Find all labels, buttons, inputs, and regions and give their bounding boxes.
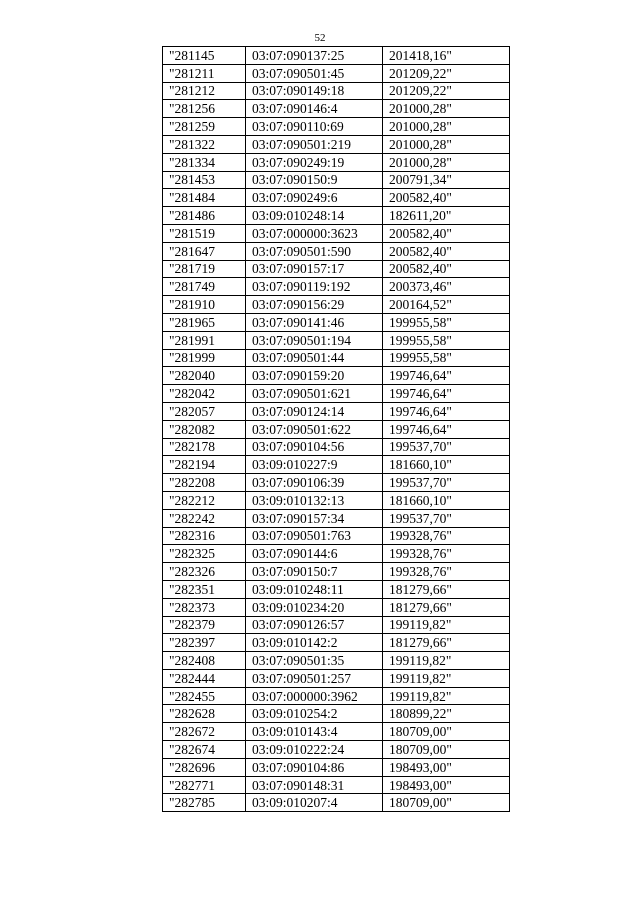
record-id-cell: "282325 bbox=[163, 545, 246, 563]
table-row bbox=[163, 313, 510, 331]
table-row bbox=[163, 580, 510, 598]
cadastral-number-cell: 03:07:090137:25 bbox=[246, 47, 383, 65]
amount-cell: 199119,82" bbox=[383, 669, 510, 687]
record-id-cell: "281145 bbox=[163, 47, 246, 65]
cadastral-number-cell: 03:07:090157:17 bbox=[246, 260, 383, 278]
record-id-cell: "282042 bbox=[163, 385, 246, 403]
cadastral-number-cell: 03:07:090150:9 bbox=[246, 171, 383, 189]
cadastral-number-cell: 03:07:090501:44 bbox=[246, 349, 383, 367]
record-id-cell: "282771 bbox=[163, 776, 246, 794]
table-row bbox=[163, 189, 510, 207]
table-row bbox=[163, 545, 510, 563]
record-id-cell: "282397 bbox=[163, 634, 246, 652]
record-id-cell: "281212 bbox=[163, 82, 246, 100]
cadastral-number-cell: 03:07:090501:194 bbox=[246, 331, 383, 349]
table-row bbox=[163, 474, 510, 492]
record-id-cell: "282628 bbox=[163, 705, 246, 723]
table-row bbox=[163, 634, 510, 652]
cadastral-number-cell: 03:09:010222:24 bbox=[246, 741, 383, 759]
data-table bbox=[162, 46, 510, 812]
record-id-cell: "281334 bbox=[163, 153, 246, 171]
amount-cell: 201209,22" bbox=[383, 64, 510, 82]
cadastral-number-cell: 03:07:090110:69 bbox=[246, 118, 383, 136]
table-row bbox=[163, 420, 510, 438]
table-row bbox=[163, 118, 510, 136]
record-id-cell: "281484 bbox=[163, 189, 246, 207]
amount-cell: 200582,40" bbox=[383, 189, 510, 207]
record-id-cell: "281322 bbox=[163, 135, 246, 153]
table-row bbox=[163, 652, 510, 670]
table-row bbox=[163, 563, 510, 581]
cadastral-number-cell: 03:07:090501:35 bbox=[246, 652, 383, 670]
record-id-cell: "281519 bbox=[163, 224, 246, 242]
record-id-cell: "282194 bbox=[163, 456, 246, 474]
cadastral-number-cell: 03:07:090159:20 bbox=[246, 367, 383, 385]
record-id-cell: "282208 bbox=[163, 474, 246, 492]
amount-cell: 201000,28" bbox=[383, 118, 510, 136]
cadastral-number-cell: 03:07:090126:57 bbox=[246, 616, 383, 634]
table-row bbox=[163, 207, 510, 225]
cadastral-number-cell: 03:07:090146:4 bbox=[246, 100, 383, 118]
amount-cell: 199119,82" bbox=[383, 652, 510, 670]
table-row bbox=[163, 616, 510, 634]
table-row bbox=[163, 669, 510, 687]
amount-cell: 182611,20" bbox=[383, 207, 510, 225]
amount-cell: 199119,82" bbox=[383, 687, 510, 705]
table-row bbox=[163, 224, 510, 242]
cadastral-number-cell: 03:07:090149:18 bbox=[246, 82, 383, 100]
amount-cell: 199537,70" bbox=[383, 509, 510, 527]
record-id-cell: "281453 bbox=[163, 171, 246, 189]
record-id-cell: "281211 bbox=[163, 64, 246, 82]
record-id-cell: "282379 bbox=[163, 616, 246, 634]
table-row bbox=[163, 47, 510, 65]
amount-cell: 198493,00" bbox=[383, 758, 510, 776]
record-id-cell: "282444 bbox=[163, 669, 246, 687]
table-row bbox=[163, 741, 510, 759]
record-id-cell: "281749 bbox=[163, 278, 246, 296]
cadastral-number-cell: 03:09:010248:11 bbox=[246, 580, 383, 598]
table-row bbox=[163, 438, 510, 456]
table-row bbox=[163, 776, 510, 794]
record-id-cell: "282082 bbox=[163, 420, 246, 438]
table-row bbox=[163, 794, 510, 812]
amount-cell: 199119,82" bbox=[383, 616, 510, 634]
record-id-cell: "282373 bbox=[163, 598, 246, 616]
cadastral-number-cell: 03:07:090501:219 bbox=[246, 135, 383, 153]
record-id-cell: "282455 bbox=[163, 687, 246, 705]
table-row bbox=[163, 64, 510, 82]
cadastral-number-cell: 03:09:010207:4 bbox=[246, 794, 383, 812]
amount-cell: 199746,64" bbox=[383, 385, 510, 403]
amount-cell: 201000,28" bbox=[383, 100, 510, 118]
table-row bbox=[163, 296, 510, 314]
record-id-cell: "282696 bbox=[163, 758, 246, 776]
table-row bbox=[163, 509, 510, 527]
amount-cell: 181279,66" bbox=[383, 634, 510, 652]
amount-cell: 198493,00" bbox=[383, 776, 510, 794]
table-row bbox=[163, 598, 510, 616]
amount-cell: 201000,28" bbox=[383, 153, 510, 171]
cadastral-number-cell: 03:07:090104:56 bbox=[246, 438, 383, 456]
amount-cell: 180709,00" bbox=[383, 741, 510, 759]
amount-cell: 199537,70" bbox=[383, 438, 510, 456]
record-id-cell: "282326 bbox=[163, 563, 246, 581]
table-row bbox=[163, 82, 510, 100]
table-body bbox=[163, 47, 510, 812]
record-id-cell: "281259 bbox=[163, 118, 246, 136]
record-id-cell: "282785 bbox=[163, 794, 246, 812]
cadastral-number-cell: 03:07:090501:763 bbox=[246, 527, 383, 545]
table-row bbox=[163, 705, 510, 723]
cadastral-number-cell: 03:09:010143:4 bbox=[246, 723, 383, 741]
table-row bbox=[163, 687, 510, 705]
record-id-cell: "281647 bbox=[163, 242, 246, 260]
cadastral-number-cell: 03:07:090148:31 bbox=[246, 776, 383, 794]
amount-cell: 200373,46" bbox=[383, 278, 510, 296]
table-row bbox=[163, 331, 510, 349]
amount-cell: 180709,00" bbox=[383, 723, 510, 741]
table-row bbox=[163, 135, 510, 153]
amount-cell: 181660,10" bbox=[383, 491, 510, 509]
table-row bbox=[163, 402, 510, 420]
table-row bbox=[163, 527, 510, 545]
cadastral-number-cell: 03:09:010248:14 bbox=[246, 207, 383, 225]
amount-cell: 199537,70" bbox=[383, 474, 510, 492]
record-id-cell: "282674 bbox=[163, 741, 246, 759]
record-id-cell: "281910 bbox=[163, 296, 246, 314]
amount-cell: 200164,52" bbox=[383, 296, 510, 314]
cadastral-number-cell: 03:07:090141:46 bbox=[246, 313, 383, 331]
cadastral-number-cell: 03:09:010132:13 bbox=[246, 491, 383, 509]
table-row bbox=[163, 349, 510, 367]
table-row bbox=[163, 278, 510, 296]
table-row bbox=[163, 723, 510, 741]
record-id-cell: "282672 bbox=[163, 723, 246, 741]
cadastral-number-cell: 03:07:090157:34 bbox=[246, 509, 383, 527]
amount-cell: 199746,64" bbox=[383, 367, 510, 385]
amount-cell: 199955,58" bbox=[383, 313, 510, 331]
cadastral-number-cell: 03:07:090501:622 bbox=[246, 420, 383, 438]
amount-cell: 180899,22" bbox=[383, 705, 510, 723]
cadastral-number-cell: 03:07:090150:7 bbox=[246, 563, 383, 581]
amount-cell: 200582,40" bbox=[383, 224, 510, 242]
table-row bbox=[163, 153, 510, 171]
amount-cell: 180709,00" bbox=[383, 794, 510, 812]
record-id-cell: "282408 bbox=[163, 652, 246, 670]
amount-cell: 199746,64" bbox=[383, 402, 510, 420]
amount-cell: 199746,64" bbox=[383, 420, 510, 438]
cadastral-number-cell: 03:09:010254:2 bbox=[246, 705, 383, 723]
table-row bbox=[163, 242, 510, 260]
amount-cell: 199328,76" bbox=[383, 563, 510, 581]
record-id-cell: "281719 bbox=[163, 260, 246, 278]
table-row bbox=[163, 385, 510, 403]
amount-cell: 201418,16" bbox=[383, 47, 510, 65]
amount-cell: 199955,58" bbox=[383, 331, 510, 349]
cadastral-number-cell: 03:07:090104:86 bbox=[246, 758, 383, 776]
cadastral-number-cell: 03:07:090124:14 bbox=[246, 402, 383, 420]
cadastral-number-cell: 03:09:010142:2 bbox=[246, 634, 383, 652]
amount-cell: 200582,40" bbox=[383, 242, 510, 260]
cadastral-number-cell: 03:07:000000:3962 bbox=[246, 687, 383, 705]
cadastral-number-cell: 03:07:090156:29 bbox=[246, 296, 383, 314]
table-row bbox=[163, 171, 510, 189]
record-id-cell: "282212 bbox=[163, 491, 246, 509]
amount-cell: 201000,28" bbox=[383, 135, 510, 153]
record-id-cell: "281486 bbox=[163, 207, 246, 225]
record-id-cell: "281991 bbox=[163, 331, 246, 349]
amount-cell: 181660,10" bbox=[383, 456, 510, 474]
cadastral-number-cell: 03:07:090501:621 bbox=[246, 385, 383, 403]
record-id-cell: "282178 bbox=[163, 438, 246, 456]
record-id-cell: "282316 bbox=[163, 527, 246, 545]
cadastral-number-cell: 03:07:090501:45 bbox=[246, 64, 383, 82]
cadastral-number-cell: 03:07:090249:19 bbox=[246, 153, 383, 171]
table-row bbox=[163, 456, 510, 474]
cadastral-number-cell: 03:07:090501:257 bbox=[246, 669, 383, 687]
table-row bbox=[163, 100, 510, 118]
cadastral-number-cell: 03:07:090144:6 bbox=[246, 545, 383, 563]
amount-cell: 199328,76" bbox=[383, 527, 510, 545]
record-id-cell: "281965 bbox=[163, 313, 246, 331]
cadastral-number-cell: 03:07:090249:6 bbox=[246, 189, 383, 207]
cadastral-number-cell: 03:07:090501:590 bbox=[246, 242, 383, 260]
record-id-cell: "282351 bbox=[163, 580, 246, 598]
amount-cell: 200582,40" bbox=[383, 260, 510, 278]
record-id-cell: "282057 bbox=[163, 402, 246, 420]
amount-cell: 199955,58" bbox=[383, 349, 510, 367]
amount-cell: 200791,34" bbox=[383, 171, 510, 189]
page-number: 52 bbox=[314, 32, 326, 44]
table-row bbox=[163, 491, 510, 509]
table-row bbox=[163, 367, 510, 385]
table-row bbox=[163, 260, 510, 278]
amount-cell: 181279,66" bbox=[383, 598, 510, 616]
amount-cell: 201209,22" bbox=[383, 82, 510, 100]
cadastral-number-cell: 03:09:010234:20 bbox=[246, 598, 383, 616]
record-id-cell: "282040 bbox=[163, 367, 246, 385]
record-id-cell: "281256 bbox=[163, 100, 246, 118]
cadastral-number-cell: 03:07:000000:3623 bbox=[246, 224, 383, 242]
record-id-cell: "282242 bbox=[163, 509, 246, 527]
table-row bbox=[163, 758, 510, 776]
record-id-cell: "281999 bbox=[163, 349, 246, 367]
amount-cell: 199328,76" bbox=[383, 545, 510, 563]
cadastral-number-cell: 03:09:010227:9 bbox=[246, 456, 383, 474]
cadastral-number-cell: 03:07:090106:39 bbox=[246, 474, 383, 492]
cadastral-number-cell: 03:07:090119:192 bbox=[246, 278, 383, 296]
amount-cell: 181279,66" bbox=[383, 580, 510, 598]
